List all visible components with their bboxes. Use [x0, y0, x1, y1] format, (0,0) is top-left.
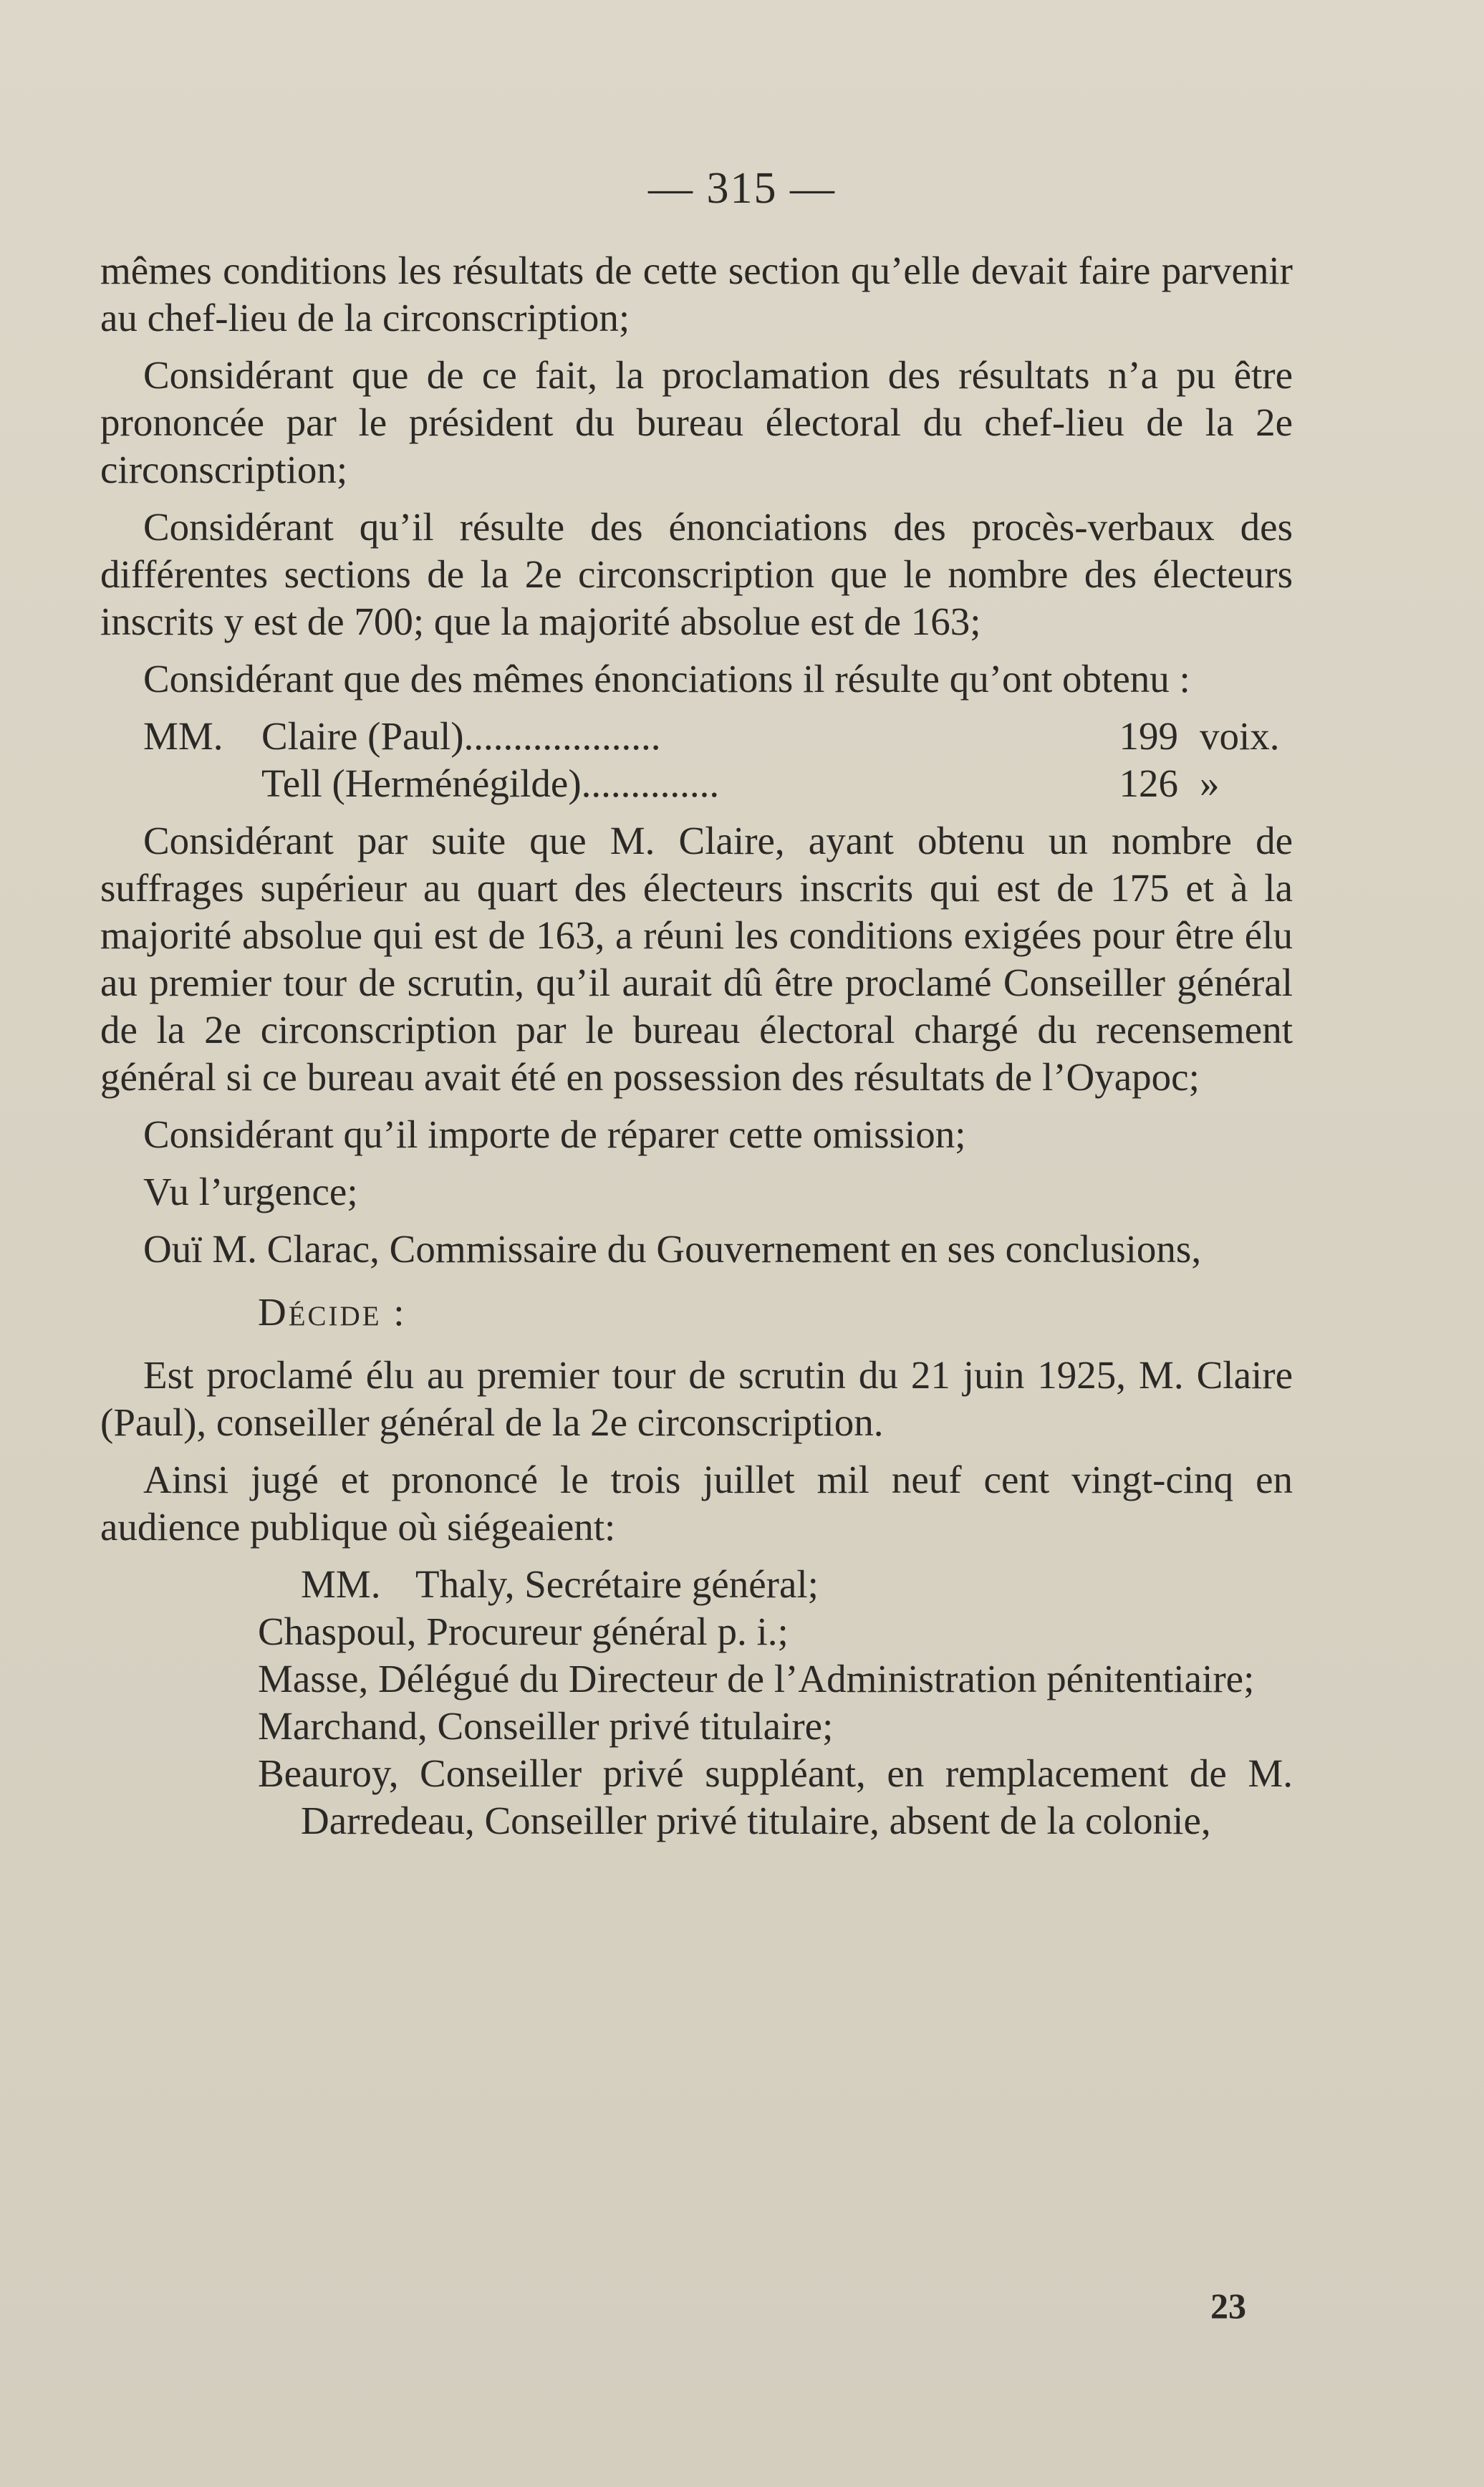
result-row — [100, 760, 1293, 807]
mm-label: MM. — [143, 714, 223, 758]
paragraph: Considérant qu’il importe de réparer cette omission; — [143, 1112, 966, 1156]
candidate-votes: 126 — [1119, 761, 1178, 805]
member-entry: Masse, Délégué du Directeur de l’Administration pénitentiaire; — [258, 1657, 1255, 1701]
paragraph: Ouï M. Clarac, Commissaire du Gouvernement en ses conclusions, — [143, 1227, 1202, 1271]
member-entry: Chaspoul, Procureur général p. i.; — [258, 1610, 789, 1653]
votes-unit: » — [1200, 761, 1220, 805]
member-entry: Beauroy, Conseiller privé suppléant, en remplacement de M. Darredeau, Conseiller privé titulaire, absent de la colonie, — [258, 1751, 1293, 1842]
paragraph: Vu l’urgence; — [143, 1170, 358, 1213]
paragraph: Est proclamé élu au premier tour de scrutin du 21 juin 1925, M. Claire (Paul), conseiller général de la 2e circonscription. — [100, 1353, 1293, 1444]
votes-unit: voix. — [1200, 714, 1280, 758]
candidate-votes: 199 — [1119, 714, 1178, 758]
page-number: — 315 — — [648, 164, 836, 213]
members-list — [100, 1561, 1293, 1844]
paragraph: Considérant que de ce fait, la proclamation des résultats n’a pu être prononcée par le président du bureau électoral du chef-lieu de la 2e circonscription; — [100, 353, 1293, 491]
candidate-name: Claire (Paul).................... — [261, 714, 661, 758]
member-entry: MM. Thaly, Secrétaire général; — [100, 1561, 1293, 1608]
signature-mark: 23 — [1210, 2286, 1246, 2326]
results-list — [100, 713, 1293, 807]
member-entry: Marchand, Conseiller privé titulaire; — [258, 1704, 834, 1748]
candidate-name: Tell (Herménégilde).............. — [261, 761, 720, 805]
paragraph: Considérant que des mêmes énonciations il résulte qu’ont obtenu : — [143, 657, 1190, 701]
paragraph: Considérant par suite que M. Claire, ayant obtenu un nombre de suffrages supérieur au quart des électeurs inscrits qui est de 175 et à la majorité absolue qui est de 163, a réuni les conditions exigées pour être élu au premier tour de scrutin, qu’il aurait dû être proclamé Conseiller général de la 2e circonscription par le bureau électoral chargé du recensement général si ce bureau avait été en possession des résultats de l’Oyapoc; — [100, 819, 1293, 1099]
document-body — [100, 247, 1293, 1844]
decide-heading: Décide : — [258, 1290, 407, 1334]
paragraph: Ainsi jugé et prononcé le trois juillet mil neuf cent vingt-cinq en audience publique où siégeaient: — [100, 1458, 1293, 1549]
paragraph: mêmes conditions les résultats de cette section qu’elle devait faire parvenir au chef-lieu de la circonscription; — [100, 249, 1293, 340]
paragraph: Considérant qu’il résulte des énonciations des procès-verbaux des différentes sections de la 2e circonscription que le nombre des électeurs inscrits y est de 700; que la majorité absolue est de 163; — [100, 505, 1293, 643]
mm-label: MM. — [301, 1562, 381, 1606]
result-row — [100, 713, 1293, 760]
